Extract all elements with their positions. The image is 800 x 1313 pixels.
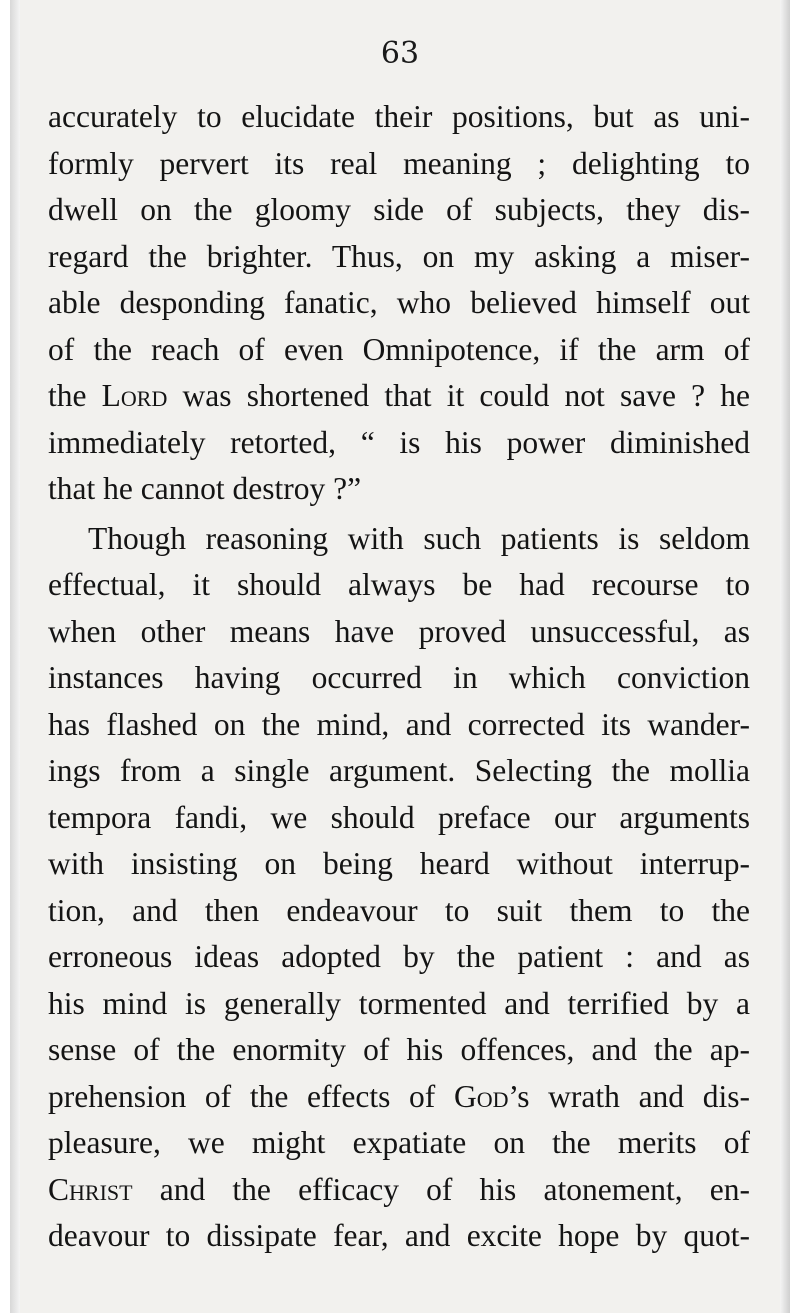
text-line: has flashed on the mind, and corrected its wander-: [48, 706, 750, 742]
text-line: able desponding fanatic, who believed himself out: [48, 285, 750, 320]
text-segment: was shortened that it could not save ? he: [167, 378, 750, 413]
text-line: [48, 1074, 750, 1121]
paragraph-2: [48, 516, 750, 1260]
text-line: tempora fandi, we should preface our arguments: [48, 799, 750, 835]
text-segment: the: [48, 378, 102, 413]
text-line: erroneous ideas adopted by the patient : and as: [48, 939, 750, 974]
body-text: [48, 94, 750, 1260]
book-page: [10, 0, 790, 1313]
text-line: formly pervert its real meaning ; delighting to: [48, 145, 750, 181]
text-segment: and the efficacy of his atonement, en-: [132, 1171, 750, 1207]
text-line: [48, 373, 750, 420]
page-left-edge: [10, 0, 20, 1313]
text-line: Though reasoning with such patients is seldom: [88, 520, 750, 556]
text-segment: prehension of the effects of: [48, 1078, 454, 1114]
text-line: regard the brighter. Thus, on my asking a miser-: [48, 238, 750, 274]
text-line: sense of the enormity of his offences, and the ap-: [48, 1032, 750, 1067]
text-segment: ’s wrath and dis-: [508, 1078, 750, 1114]
text-line: tion, and then endeavour to suit them to the: [48, 892, 750, 928]
text-line: [48, 1167, 750, 1214]
text-line: with insisting on being heard without interrup-: [48, 846, 750, 881]
text-line: deavour to dissipate fear, and excite hope by quot-: [48, 1218, 750, 1253]
text-line: effectual, it should always be had recourse to: [48, 567, 750, 602]
text-line: that he cannot destroy ?”: [48, 471, 362, 506]
text-line: ings from a single argument. Selecting the mollia: [48, 753, 750, 788]
text-line: accurately to elucidate their positions, but as uni-: [48, 99, 750, 134]
small-caps-word: Lord: [101, 378, 168, 413]
text-line: pleasure, we might expatiate on the merits of: [48, 1125, 750, 1160]
page-right-edge: [780, 0, 790, 1313]
small-caps-word: God: [453, 1078, 509, 1114]
text-line: when other means have proved unsuccessful, as: [48, 613, 750, 649]
page-number: 63: [380, 36, 420, 71]
text-line: his mind is generally tormented and terrified by a: [48, 985, 750, 1021]
text-line: immediately retorted, “ is his power diminished: [48, 424, 750, 460]
small-caps-word: Christ: [48, 1171, 133, 1207]
text-line: instances having occurred in which conviction: [48, 660, 750, 695]
text-line: dwell on the gloomy side of subjects, they dis-: [48, 192, 750, 227]
paragraph-1: [48, 94, 750, 513]
text-line: of the reach of even Omnipotence, if the arm of: [48, 331, 750, 367]
